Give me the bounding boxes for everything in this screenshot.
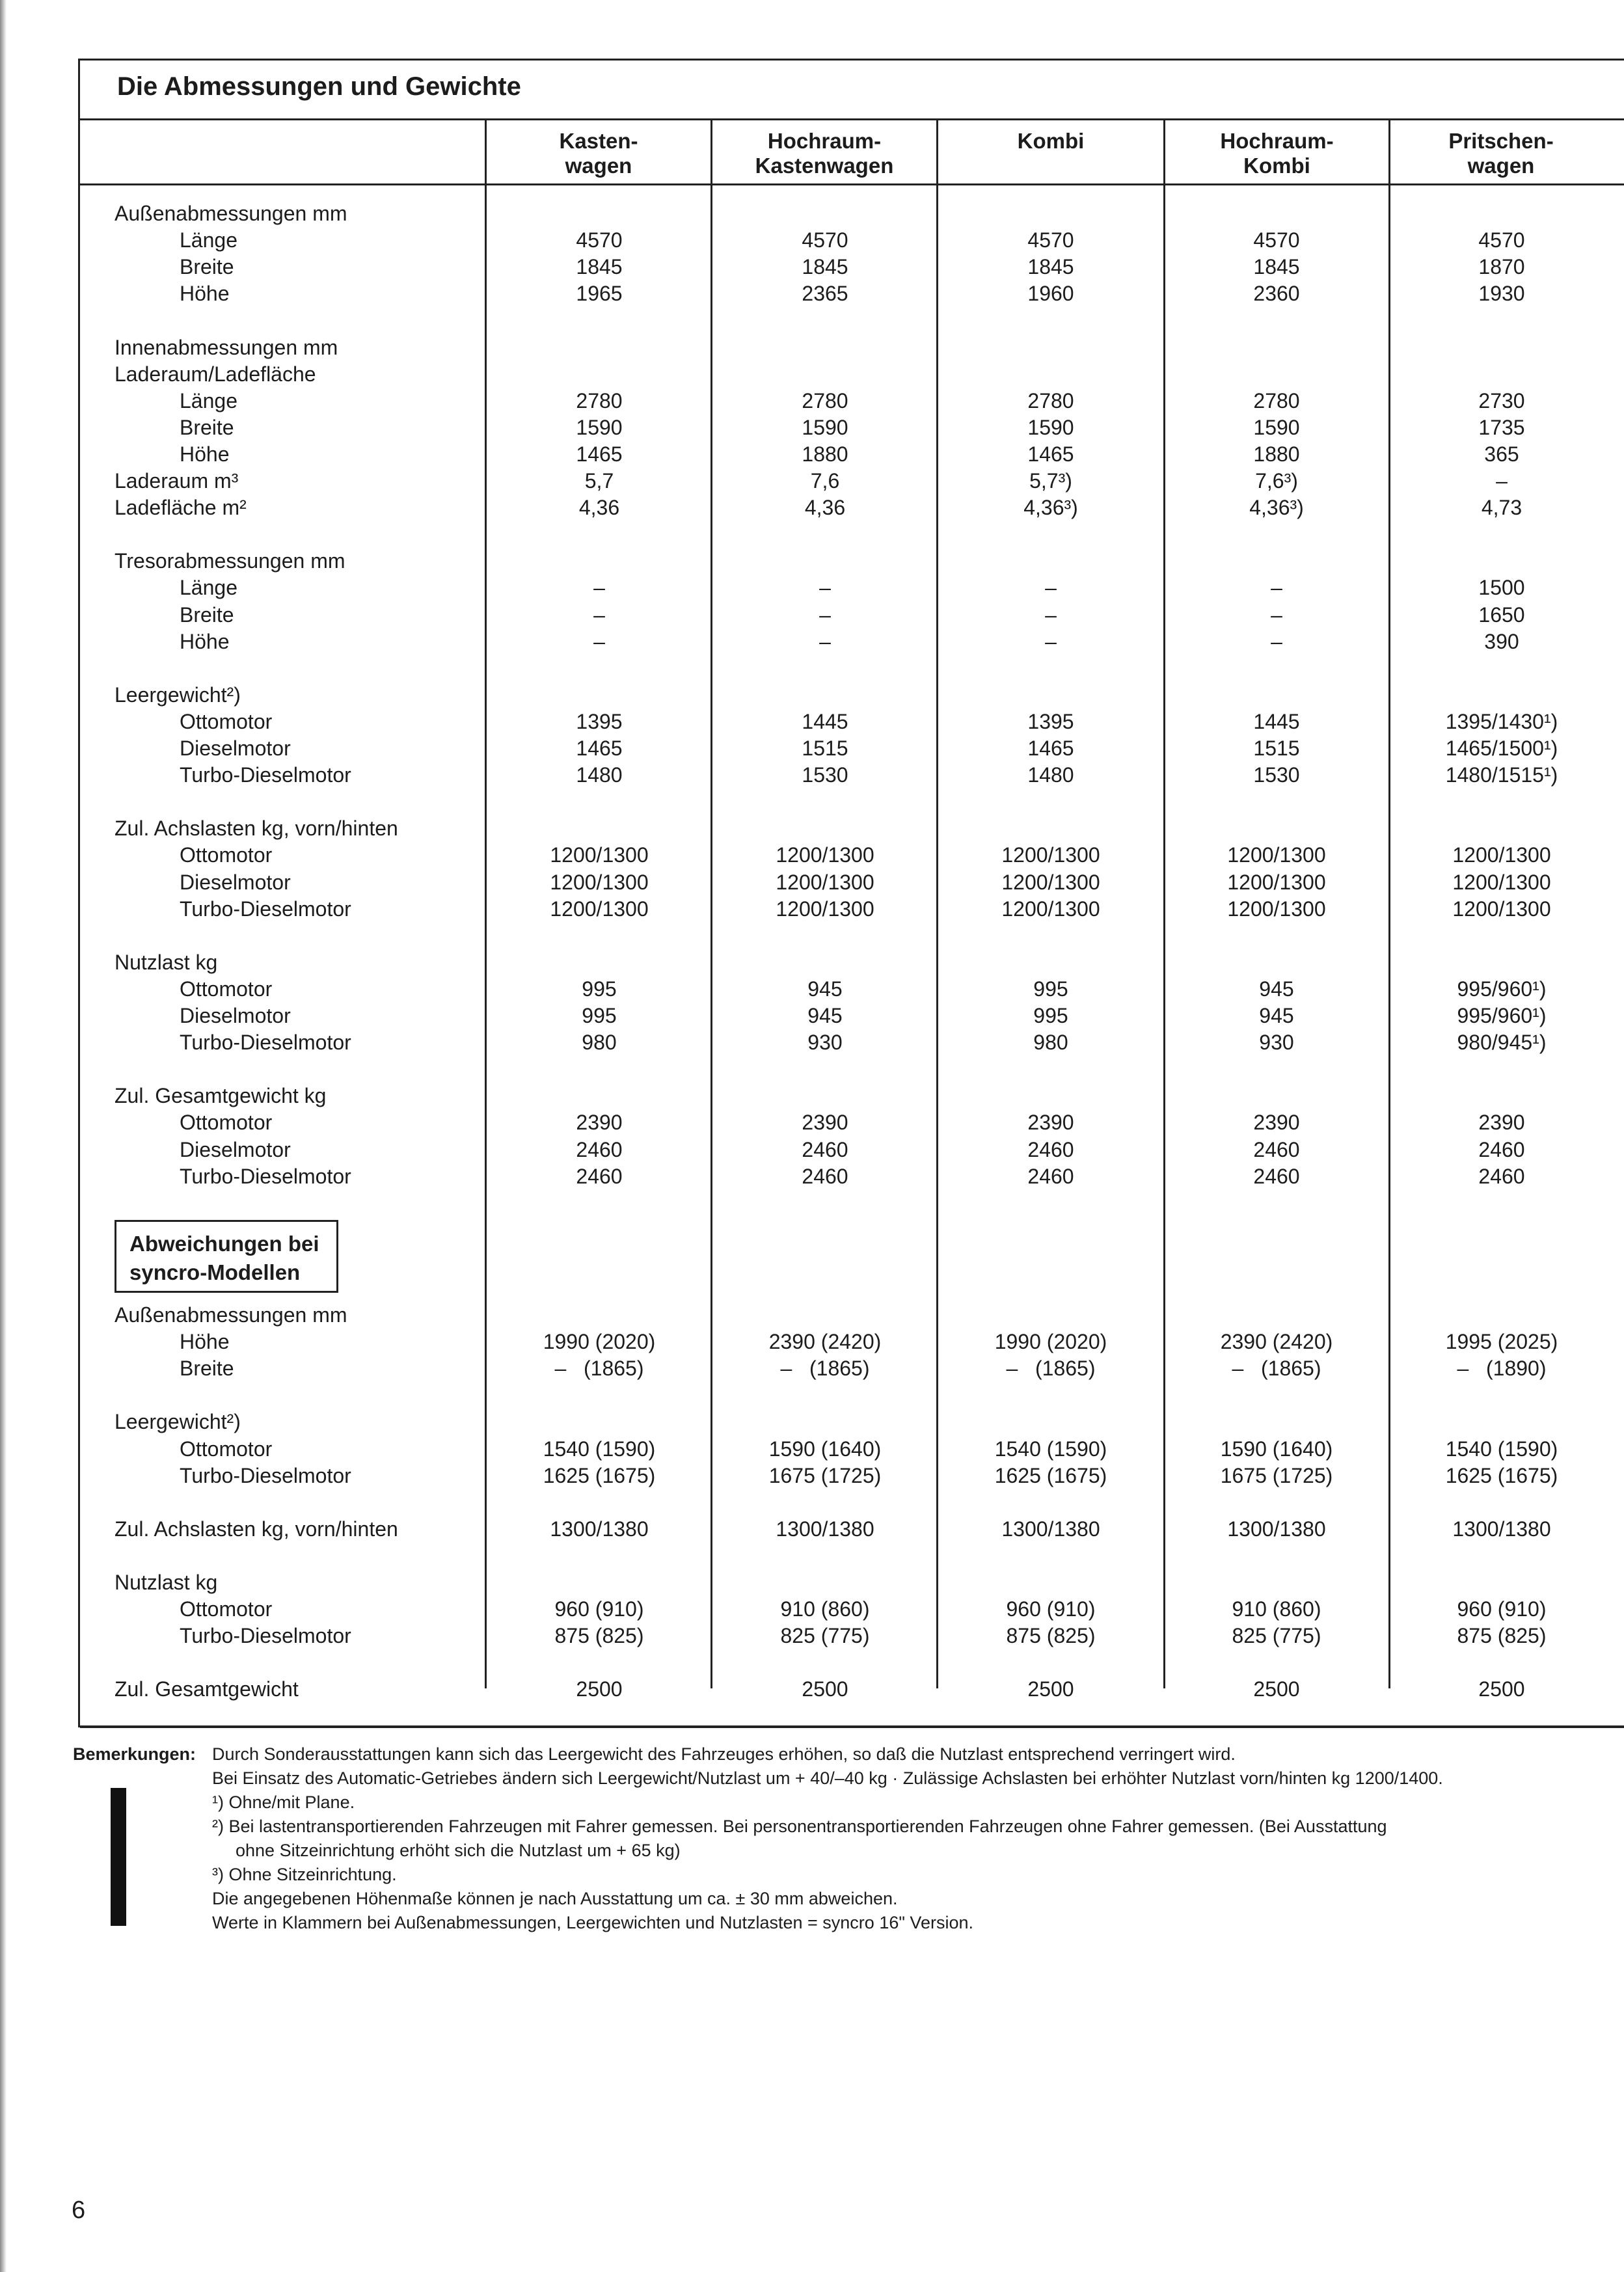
row-label: Dieselmotor [180, 1137, 291, 1161]
table-cell: 1465 [576, 737, 623, 760]
remark-line: ²) Bei lastentransportierenden Fahrzeugen mit Fahrer gemessen. Bei personentransportierenden Fahrzeugen ohne Fahrer gemessen. (Bei Ausstattung [212, 1817, 1387, 1836]
table-cell: 2730 [1478, 388, 1525, 412]
table-cell: 2500 [1478, 1677, 1525, 1701]
row-label: Ottomotor [180, 709, 273, 733]
table-cell: 1845 [1027, 255, 1074, 279]
column-header-kastenwagen [487, 129, 710, 178]
column-header-line1: Hochraum- [767, 129, 882, 153]
row-label: Breite [180, 1357, 234, 1381]
table-cell: 2780 [1027, 388, 1074, 412]
table-cell: 1200/1300 [1452, 870, 1551, 894]
table-cell: 945 [1259, 977, 1294, 1001]
table-row [0, 1303, 1624, 1330]
column-header-line1: Kombi [1017, 129, 1085, 153]
row-label: Laderaum/Ladefläche [115, 362, 316, 386]
table-cell: 2460 [1253, 1164, 1300, 1188]
table-cell: 1590 [802, 415, 848, 439]
table-cell: 1465 [1027, 737, 1074, 760]
column-header-kombi [938, 129, 1163, 154]
row-label: Breite [180, 415, 234, 439]
column-header-line1: Pritschen- [1448, 129, 1554, 153]
column-header-line2: wagen [565, 154, 632, 178]
table-cell: 1200/1300 [1227, 897, 1326, 921]
table-row [0, 1544, 1624, 1571]
table-row [0, 469, 1624, 496]
table-bottom-rule [80, 1726, 1624, 1728]
table-cell: 1540 (1590) [1445, 1437, 1558, 1461]
table-cell: 1300/1380 [550, 1517, 649, 1541]
table-cell: 1590 (1640) [1220, 1437, 1333, 1461]
table-cell: 2460 [1253, 1137, 1300, 1161]
table-cell: – [1271, 629, 1282, 653]
table-cell: 4570 [576, 228, 623, 252]
table-cell: 1300/1380 [1227, 1517, 1326, 1541]
table-row [0, 1111, 1624, 1137]
row-label: Turbo-Dieselmotor [180, 1463, 351, 1487]
table-cell: 1300/1380 [1001, 1517, 1100, 1541]
table-row [0, 282, 1624, 308]
table-cell: – [1271, 602, 1282, 627]
table-cell: 2390 [1478, 1111, 1525, 1135]
table-cell: 1445 [802, 709, 848, 733]
table-cell: – [1271, 576, 1282, 600]
row-label: Nutzlast kg [115, 950, 218, 974]
page-number: 6 [72, 2197, 86, 2224]
table-cell: 825 (775) [780, 1624, 870, 1648]
row-label: Nutzlast kg [115, 1571, 218, 1594]
table-cell: 4,36 [804, 496, 846, 520]
table-row [0, 1057, 1624, 1084]
table-cell: 930 [1259, 1031, 1294, 1055]
table-cell: 910 (860) [780, 1597, 870, 1621]
table-row [0, 255, 1624, 282]
table-cell: – (1890) [1457, 1357, 1547, 1381]
table-cell: – (1865) [780, 1357, 870, 1381]
table-cell: 1465/1500¹) [1445, 737, 1558, 760]
table-cell: 7,6³) [1255, 469, 1298, 493]
table-row [0, 1464, 1624, 1491]
table-cell: 4,36 [578, 496, 620, 520]
table-cell: 2780 [802, 388, 848, 412]
table-cell: 1990 (2020) [543, 1330, 656, 1354]
table-cell: 945 [807, 1004, 843, 1027]
table-cell: 960 (910) [1006, 1597, 1096, 1621]
row-label: Turbo-Dieselmotor [180, 897, 351, 921]
table-cell: 365 [1484, 442, 1519, 466]
table-cell: 4,73 [1481, 496, 1522, 520]
row-label: Leergewicht²) [115, 683, 241, 707]
table-cell: 995 [582, 977, 617, 1001]
table-cell: – [819, 602, 831, 627]
row-label: Turbo-Dieselmotor [180, 1624, 351, 1648]
table-row [0, 442, 1624, 469]
table-row [0, 1624, 1624, 1651]
table-cell: 2460 [802, 1137, 848, 1161]
syncro-title-line1: Abweichungen bei [129, 1232, 319, 1256]
table-cell: 4570 [1478, 228, 1525, 252]
table-cell: 2390 (2420) [1220, 1330, 1333, 1354]
table-cell: 960 (910) [554, 1597, 644, 1621]
table-row [0, 576, 1624, 602]
column-header-line2: Kastenwagen [755, 154, 894, 178]
table-cell: 2390 [576, 1111, 623, 1135]
table-cell: 1590 [576, 415, 623, 439]
table-cell: 2365 [802, 282, 848, 306]
table-cell: 1500 [1478, 576, 1525, 600]
table-cell: 1200/1300 [1001, 843, 1100, 867]
table-cell: 1530 [802, 763, 848, 787]
table-cell: 995/960¹) [1457, 1004, 1547, 1027]
row-label: Laderaum m³ [115, 469, 239, 493]
column-header-line1: Hochraum- [1220, 129, 1334, 153]
table-row [0, 951, 1624, 977]
table-row [0, 362, 1624, 389]
table-cell: 2460 [576, 1164, 623, 1188]
table-cell: 2390 [1027, 1111, 1074, 1135]
table-cell: 1530 [1253, 763, 1300, 787]
table-cell: 980 [1033, 1031, 1068, 1055]
table-cell: – (1865) [1006, 1357, 1096, 1381]
table-cell: 825 (775) [1232, 1624, 1321, 1648]
table-row [0, 710, 1624, 737]
table-row [0, 924, 1624, 951]
table-row [0, 843, 1624, 870]
table-cell: 1625 (1675) [543, 1463, 656, 1487]
table-row [0, 549, 1624, 576]
table-row [0, 336, 1624, 362]
row-label: Zul. Achslasten kg, vorn/hinten [115, 817, 398, 841]
table-cell: – [819, 576, 831, 600]
table-row [0, 1357, 1624, 1383]
table-row [0, 308, 1624, 335]
table-cell: 2500 [576, 1677, 623, 1701]
table-row [0, 1651, 1624, 1677]
table-cell: 1590 (1640) [768, 1437, 882, 1461]
row-label: Zul. Achslasten kg, vorn/hinten [115, 1517, 398, 1541]
table-cell: 1300/1380 [776, 1517, 874, 1541]
table-cell: 1445 [1253, 709, 1300, 733]
table-cell: 2460 [1027, 1137, 1074, 1161]
table-row [0, 977, 1624, 1004]
column-header-hochraum-kombi [1165, 129, 1388, 178]
row-label: Länge [180, 388, 237, 412]
table-row [0, 683, 1624, 710]
table-cell: – [593, 602, 605, 627]
remarks-label: Bemerkungen: [73, 1744, 196, 1764]
table-cell: – (1865) [554, 1357, 644, 1381]
table-cell: 960 (910) [1457, 1597, 1547, 1621]
table-cell: 7,6 [810, 469, 840, 493]
remark-line: ohne Sitzeinrichtung erhöht sich die Nutzlast um + 65 kg) [236, 1841, 681, 1860]
table-cell: 995 [1033, 977, 1068, 1001]
table-row [0, 1491, 1624, 1517]
row-label: Ottomotor [180, 1597, 273, 1621]
row-label: Ladefläche m² [115, 496, 247, 520]
table-cell: 1965 [576, 282, 623, 306]
table-cell: 875 (825) [1457, 1624, 1547, 1648]
column-header-line1: Kasten- [559, 129, 638, 153]
remarks-body [212, 1742, 1443, 1935]
remark-line: Durch Sonderausstattungen kann sich das Leergewicht des Fahrzeuges erhöhen, so daß die Nutzlast entsprechend verringert wird. [212, 1744, 1236, 1764]
table-cell: 1465 [576, 442, 623, 466]
table-cell: – (1865) [1232, 1357, 1321, 1381]
table-cell: 1990 (2020) [994, 1330, 1107, 1354]
table-cell: 1395 [1027, 709, 1074, 733]
table-cell: 2500 [802, 1677, 848, 1701]
table-cell: 2360 [1253, 282, 1300, 306]
remark-line: Werte in Klammern bei Außenabmessungen, Leergewichten und Nutzlasten = syncro 16" Version. [212, 1913, 973, 1932]
table-cell: 1200/1300 [550, 843, 649, 867]
table-cell: 1675 (1725) [768, 1463, 882, 1487]
table-row [0, 1383, 1624, 1410]
table-cell: 980 [582, 1031, 617, 1055]
remark-line: Bei Einsatz des Automatic-Getriebes ändern sich Leergewicht/Nutzlast um + 40/–40 kg · Zulässige Achslasten bei erhöhter Nutzlast vorn/hinten kg 1200/1400. [212, 1768, 1443, 1788]
table-row [0, 897, 1624, 924]
table-cell: 930 [807, 1031, 843, 1055]
row-label: Breite [180, 602, 234, 627]
table-cell: 945 [807, 977, 843, 1001]
table-cell: 1845 [802, 255, 848, 279]
table-cell: 1650 [1478, 602, 1525, 627]
row-label: Ottomotor [180, 1111, 273, 1135]
table-cell: – [593, 629, 605, 653]
table-cell: 980/945¹) [1457, 1031, 1547, 1055]
table-cell: 1675 (1725) [1220, 1463, 1333, 1487]
table-cell: 875 (825) [554, 1624, 644, 1648]
table-cell: 875 (825) [1006, 1624, 1096, 1648]
table-cell: 5,7³) [1029, 469, 1072, 493]
table-cell: 4570 [1253, 228, 1300, 252]
table-cell: 1625 (1675) [994, 1463, 1107, 1487]
table-row [0, 656, 1624, 683]
table-row [0, 1410, 1624, 1437]
table-row [0, 416, 1624, 442]
table-cell: 1625 (1675) [1445, 1463, 1558, 1487]
row-label: Außenabmessungen mm [115, 202, 347, 225]
row-label: Höhe [180, 442, 230, 466]
syncro-section-title [129, 1230, 319, 1287]
table-row [0, 1437, 1624, 1464]
remark-line: ¹) Ohne/mit Plane. [212, 1792, 355, 1812]
table-cell: 2460 [802, 1164, 848, 1188]
table-row [0, 1677, 1624, 1704]
table-row [0, 1138, 1624, 1165]
table-cell: 2500 [1253, 1677, 1300, 1701]
row-label: Dieselmotor [180, 737, 291, 760]
table-cell: 4570 [802, 228, 848, 252]
table-cell: 2390 [802, 1111, 848, 1135]
row-label: Höhe [180, 629, 230, 653]
table-cell: 1480 [576, 763, 623, 787]
table-cell: 1200/1300 [1227, 843, 1326, 867]
table-cell: 1200/1300 [550, 870, 649, 894]
table-row [0, 496, 1624, 522]
row-label: Innenabmessungen mm [115, 335, 338, 359]
table-cell: 1200/1300 [550, 897, 649, 921]
table-cell: 390 [1484, 629, 1519, 653]
table-cell: 1540 (1590) [994, 1437, 1107, 1461]
table-cell: 1845 [576, 255, 623, 279]
row-label: Turbo-Dieselmotor [180, 763, 351, 787]
table-row [0, 1165, 1624, 1191]
table-row [0, 1597, 1624, 1624]
remark-line: Die angegebenen Höhenmaße können je nach Ausstattung um ca. ± 30 mm abweichen. [212, 1889, 898, 1908]
table-cell: – [1496, 469, 1508, 493]
table-cell: 1480 [1027, 763, 1074, 787]
remarks-marker-bar [111, 1788, 126, 1926]
row-label: Höhe [180, 282, 230, 306]
table-cell: 1515 [802, 737, 848, 760]
table-cell: 1880 [802, 442, 848, 466]
row-label: Turbo-Dieselmotor [180, 1031, 351, 1055]
table-cell: 1870 [1478, 255, 1525, 279]
table-cell: 2500 [1027, 1677, 1074, 1701]
table-cell: 1200/1300 [1452, 897, 1551, 921]
table-cell: 1480/1515¹) [1445, 763, 1558, 787]
table-row [0, 1517, 1624, 1544]
syncro-title-line2: syncro-Modellen [129, 1260, 301, 1284]
row-label: Zul. Gesamtgewicht kg [115, 1084, 327, 1108]
title-bar [78, 61, 1624, 120]
table-row [0, 1571, 1624, 1597]
table-cell: – [1045, 602, 1057, 627]
remark-line: ³) Ohne Sitzeinrichtung. [212, 1865, 397, 1884]
table-cell: 1880 [1253, 442, 1300, 466]
row-label: Dieselmotor [180, 870, 291, 894]
row-label: Dieselmotor [180, 1004, 291, 1027]
table-row [0, 389, 1624, 416]
row-label: Ottomotor [180, 1437, 273, 1461]
row-label: Breite [180, 255, 234, 279]
syncro-section-box [115, 1220, 338, 1293]
table-cell: 1465 [1027, 442, 1074, 466]
table-cell: 1200/1300 [1001, 870, 1100, 894]
column-header-line2: Kombi [1243, 154, 1310, 178]
table-row [0, 630, 1624, 656]
table-cell: 910 (860) [1232, 1597, 1321, 1621]
table-row [0, 603, 1624, 630]
table-cell: 2460 [1027, 1164, 1074, 1188]
table-row [0, 522, 1624, 549]
table-cell: 4,36³) [1023, 496, 1078, 520]
column-header-hochraum-kastenwagen [712, 129, 936, 178]
row-label: Zul. Gesamtgewicht [115, 1677, 299, 1701]
row-label: Turbo-Dieselmotor [180, 1164, 351, 1188]
table-cell: 1845 [1253, 255, 1300, 279]
table-cell: – [819, 629, 831, 653]
table-cell: – [1045, 629, 1057, 653]
table-cell: 1930 [1478, 282, 1525, 306]
table-row [0, 202, 1624, 228]
table-cell: 2460 [576, 1137, 623, 1161]
table-cell: 1200/1300 [1001, 897, 1100, 921]
table-cell: – [593, 576, 605, 600]
table-row [0, 228, 1624, 255]
table-cell: – [1045, 576, 1057, 600]
table-cell: 2460 [1478, 1137, 1525, 1161]
table-row [0, 737, 1624, 763]
table-cell: 1395/1430¹) [1445, 709, 1558, 733]
row-label: Außenabmessungen mm [115, 1303, 347, 1327]
table-cell: 995/960¹) [1457, 977, 1547, 1001]
row-label: Ottomotor [180, 977, 273, 1001]
table-cell: 2780 [1253, 388, 1300, 412]
table-cell: 1590 [1253, 415, 1300, 439]
row-label: Länge [180, 228, 237, 252]
table-cell: 1200/1300 [1452, 843, 1551, 867]
table-cell: 1995 (2025) [1445, 1330, 1558, 1354]
table-row [0, 790, 1624, 817]
table-cell: 2390 [1253, 1111, 1300, 1135]
table-cell: 1200/1300 [776, 843, 874, 867]
table-row [0, 763, 1624, 790]
table-cell: 5,7 [584, 469, 614, 493]
table-cell: 1960 [1027, 282, 1074, 306]
row-label: Tresorabmessungen mm [115, 549, 345, 573]
table-cell: 1590 [1027, 415, 1074, 439]
table-row [0, 817, 1624, 843]
table-cell: 2460 [1478, 1164, 1525, 1188]
row-label: Höhe [180, 1330, 230, 1354]
table-cell: 1540 (1590) [543, 1437, 656, 1461]
table-row [0, 1084, 1624, 1111]
row-label: Leergewicht²) [115, 1410, 241, 1434]
table-cell: 945 [1259, 1004, 1294, 1027]
table-cell: 1300/1380 [1452, 1517, 1551, 1541]
table-cell: 2390 (2420) [768, 1330, 882, 1354]
row-label: Ottomotor [180, 843, 273, 867]
table-row [0, 1004, 1624, 1031]
row-label: Länge [180, 576, 237, 600]
table-row [0, 1330, 1624, 1357]
table-cell: 2780 [576, 388, 623, 412]
table-row [0, 871, 1624, 897]
table-cell: 995 [1033, 1004, 1068, 1027]
column-header-pritschenwagen [1390, 129, 1612, 178]
table-cell: 1515 [1253, 737, 1300, 760]
table-cell: 4,36³) [1249, 496, 1304, 520]
table-cell: 1200/1300 [776, 870, 874, 894]
table-cell: 1200/1300 [1227, 870, 1326, 894]
table-cell: 995 [582, 1004, 617, 1027]
page-title: Die Abmessungen und Gewichte [117, 72, 521, 101]
table-cell: 1735 [1478, 415, 1525, 439]
table-cell: 4570 [1027, 228, 1074, 252]
table-cell: 1200/1300 [776, 897, 874, 921]
column-header-line2: wagen [1467, 154, 1535, 178]
table-row [0, 1031, 1624, 1057]
table-cell: 1395 [576, 709, 623, 733]
